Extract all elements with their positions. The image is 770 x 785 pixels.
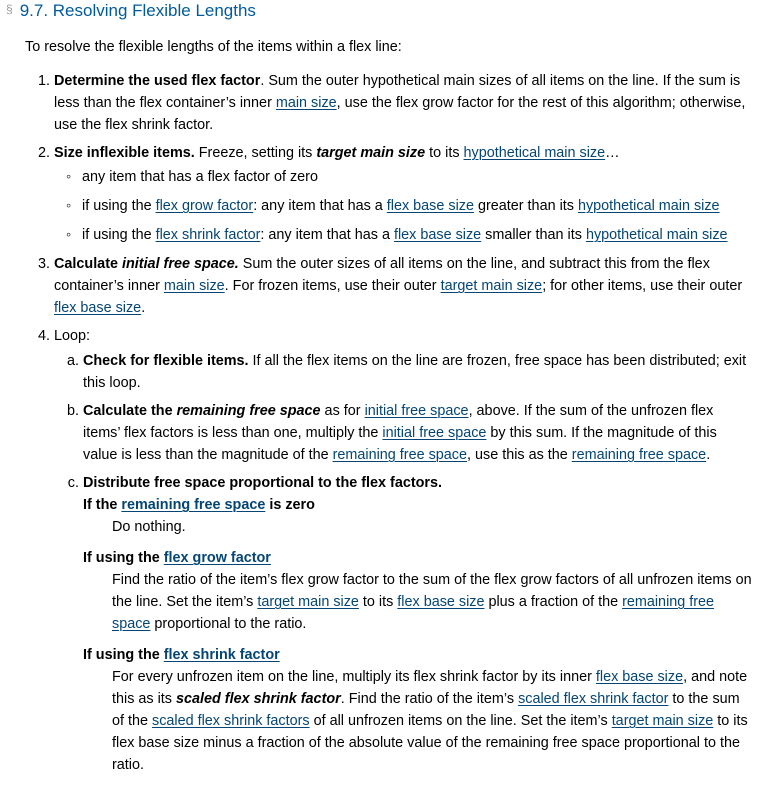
section-self-link[interactable]: § xyxy=(6,2,13,16)
text: by this sum. If the magnitude of this value is less than the magnitude of the xyxy=(83,425,717,463)
link-flex-grow-factor[interactable]: flex grow factor xyxy=(155,198,254,214)
text: , above. If the sum of the unfrozen flex items’ flex factors is less than one, multiply the xyxy=(83,403,714,441)
text: . xyxy=(141,300,146,316)
link-initial-free-space[interactable]: initial free space xyxy=(364,403,469,419)
text: to its xyxy=(425,145,464,161)
substep-b-label: Calculate the remaining free space xyxy=(83,403,321,419)
intro-paragraph: To resolve the flexible lengths of the items within a flex line: xyxy=(25,39,402,55)
text: smaller than its xyxy=(481,227,586,243)
case-grow-title: If using the flex grow factor xyxy=(83,550,271,566)
loop-substeps xyxy=(54,350,754,776)
link-remaining-free-space[interactable]: remaining free space xyxy=(121,497,266,513)
link-target-main-size[interactable]: target main size xyxy=(611,713,714,729)
link-target-main-size[interactable]: target main size xyxy=(440,278,543,294)
text: , use this as the xyxy=(467,447,572,463)
link-flex-base-size[interactable]: flex base size xyxy=(54,300,142,316)
link-remaining-free-space[interactable]: remaining free space xyxy=(112,594,715,632)
algorithm-steps xyxy=(54,70,754,785)
link-hypothetical-main-size[interactable]: hypothetical main size xyxy=(577,198,720,214)
text: , use the flex grow factor for the rest of this algorithm; otherwise, use the flex shrink factor. xyxy=(54,95,746,133)
text: if using the xyxy=(82,227,156,243)
substep-c xyxy=(83,472,754,776)
link-flex-base-size[interactable]: flex base size xyxy=(393,227,482,243)
distribution-cases xyxy=(83,494,754,776)
text: Freeze, setting its xyxy=(194,145,317,161)
link-flex-shrink-factor[interactable]: flex shrink factor xyxy=(163,647,280,663)
text: Sum the outer sizes of all items on the line, and subtract this from the flex container’s inner xyxy=(54,256,710,294)
link-scaled-flex-shrink-factor[interactable]: scaled flex shrink factor xyxy=(518,691,669,707)
link-hypothetical-main-size[interactable]: hypothetical main size xyxy=(585,227,728,243)
text: . For frozen items, use their outer xyxy=(224,278,441,294)
text: greater than its xyxy=(473,198,578,214)
link-initial-free-space[interactable]: initial free space xyxy=(382,425,487,441)
text: if using the xyxy=(82,198,156,214)
text: : any item that has a xyxy=(253,198,387,214)
case-grow-body: Find the ratio of the item’s flex grow factor to the sum of the flex grow factors of all unfrozen items on the line. Set the item’s target main size to its flex base size plus a fraction of the remaining free space proportional to the ratio. xyxy=(112,572,752,632)
text: : any item that has a xyxy=(260,227,394,243)
list-item: ◦ any item that has a flex factor of zero xyxy=(66,166,754,188)
step-3 xyxy=(54,253,754,319)
term-initial-free-space: initial free space. xyxy=(121,256,239,272)
step-4-label: Loop: xyxy=(54,328,91,344)
section-heading xyxy=(6,0,256,22)
list-item xyxy=(66,224,754,246)
link-target-main-size[interactable]: target main size xyxy=(257,594,359,610)
substep-a-label: Check for flexible items. xyxy=(83,353,249,369)
link-flex-base-size[interactable]: flex base size xyxy=(595,669,684,685)
case-shrink-body: For every unfrozen item on the line, multiply its flex shrink factor by its inner flex base size, and note this as its scaled flex shrink factor. Find the ratio of the item’s scaled flex shrink factor to the sum of the scaled flex shrink factors of all unfrozen items on the line. Set the item’s target main size to its flex base size minus a fraction of the absolute value of the remaining free space proportional to the ratio. xyxy=(112,669,748,773)
link-hypothetical-main-size[interactable]: hypothetical main size xyxy=(463,145,606,161)
text: ; for other items, use their outer xyxy=(542,278,743,294)
link-main-size[interactable]: main size xyxy=(163,278,225,294)
inflexible-conditions xyxy=(54,166,754,246)
link-flex-grow-factor[interactable]: flex grow factor xyxy=(163,550,271,566)
link-main-size[interactable]: main size xyxy=(275,95,337,111)
section-title: 9.7. Resolving Flexible Lengths xyxy=(19,1,256,20)
text: . xyxy=(706,447,711,463)
text: . Sum the outer hypothetical main sizes of all items on the line. If the sum is less than the flex container’s inner xyxy=(54,73,741,111)
term-remaining-free-space: remaining free space xyxy=(176,403,321,419)
step-1 xyxy=(54,70,754,136)
link-flex-shrink-factor[interactable]: flex shrink factor xyxy=(155,227,261,243)
case-shrink-title: If using the flex shrink factor xyxy=(83,647,280,663)
text: If all the flex items on the line are frozen, free space has been distributed; exit this loop. xyxy=(83,353,747,391)
substep-b xyxy=(83,400,754,466)
link-flex-base-size[interactable]: flex base size xyxy=(397,594,485,610)
link-remaining-free-space[interactable]: remaining free space xyxy=(571,447,707,463)
term-scaled-flex-shrink-factor: scaled flex shrink factor xyxy=(175,691,341,707)
list-item xyxy=(66,195,754,217)
link-remaining-free-space[interactable]: remaining free space xyxy=(332,447,467,463)
link-flex-base-size[interactable]: flex base size xyxy=(386,198,474,214)
text: as for xyxy=(320,403,365,419)
text: … xyxy=(605,145,620,161)
step-2 xyxy=(54,142,754,246)
substep-a xyxy=(83,350,754,394)
case-zero-body: Do nothing. xyxy=(112,519,186,535)
link-scaled-flex-shrink-factors[interactable]: scaled flex shrink factors xyxy=(152,713,310,729)
case-zero-title: If the remaining free space is zero xyxy=(83,497,315,513)
substep-c-label: Distribute free space proportional to the flex factors. xyxy=(83,475,443,491)
term-target-main-size: target main size xyxy=(316,145,426,161)
step-4 xyxy=(54,325,754,776)
step-2-label: Size inflexible items. xyxy=(54,145,195,161)
step-3-label: Calculate initial free space. xyxy=(54,256,239,272)
step-1-label: Determine the used flex factor xyxy=(54,73,261,89)
